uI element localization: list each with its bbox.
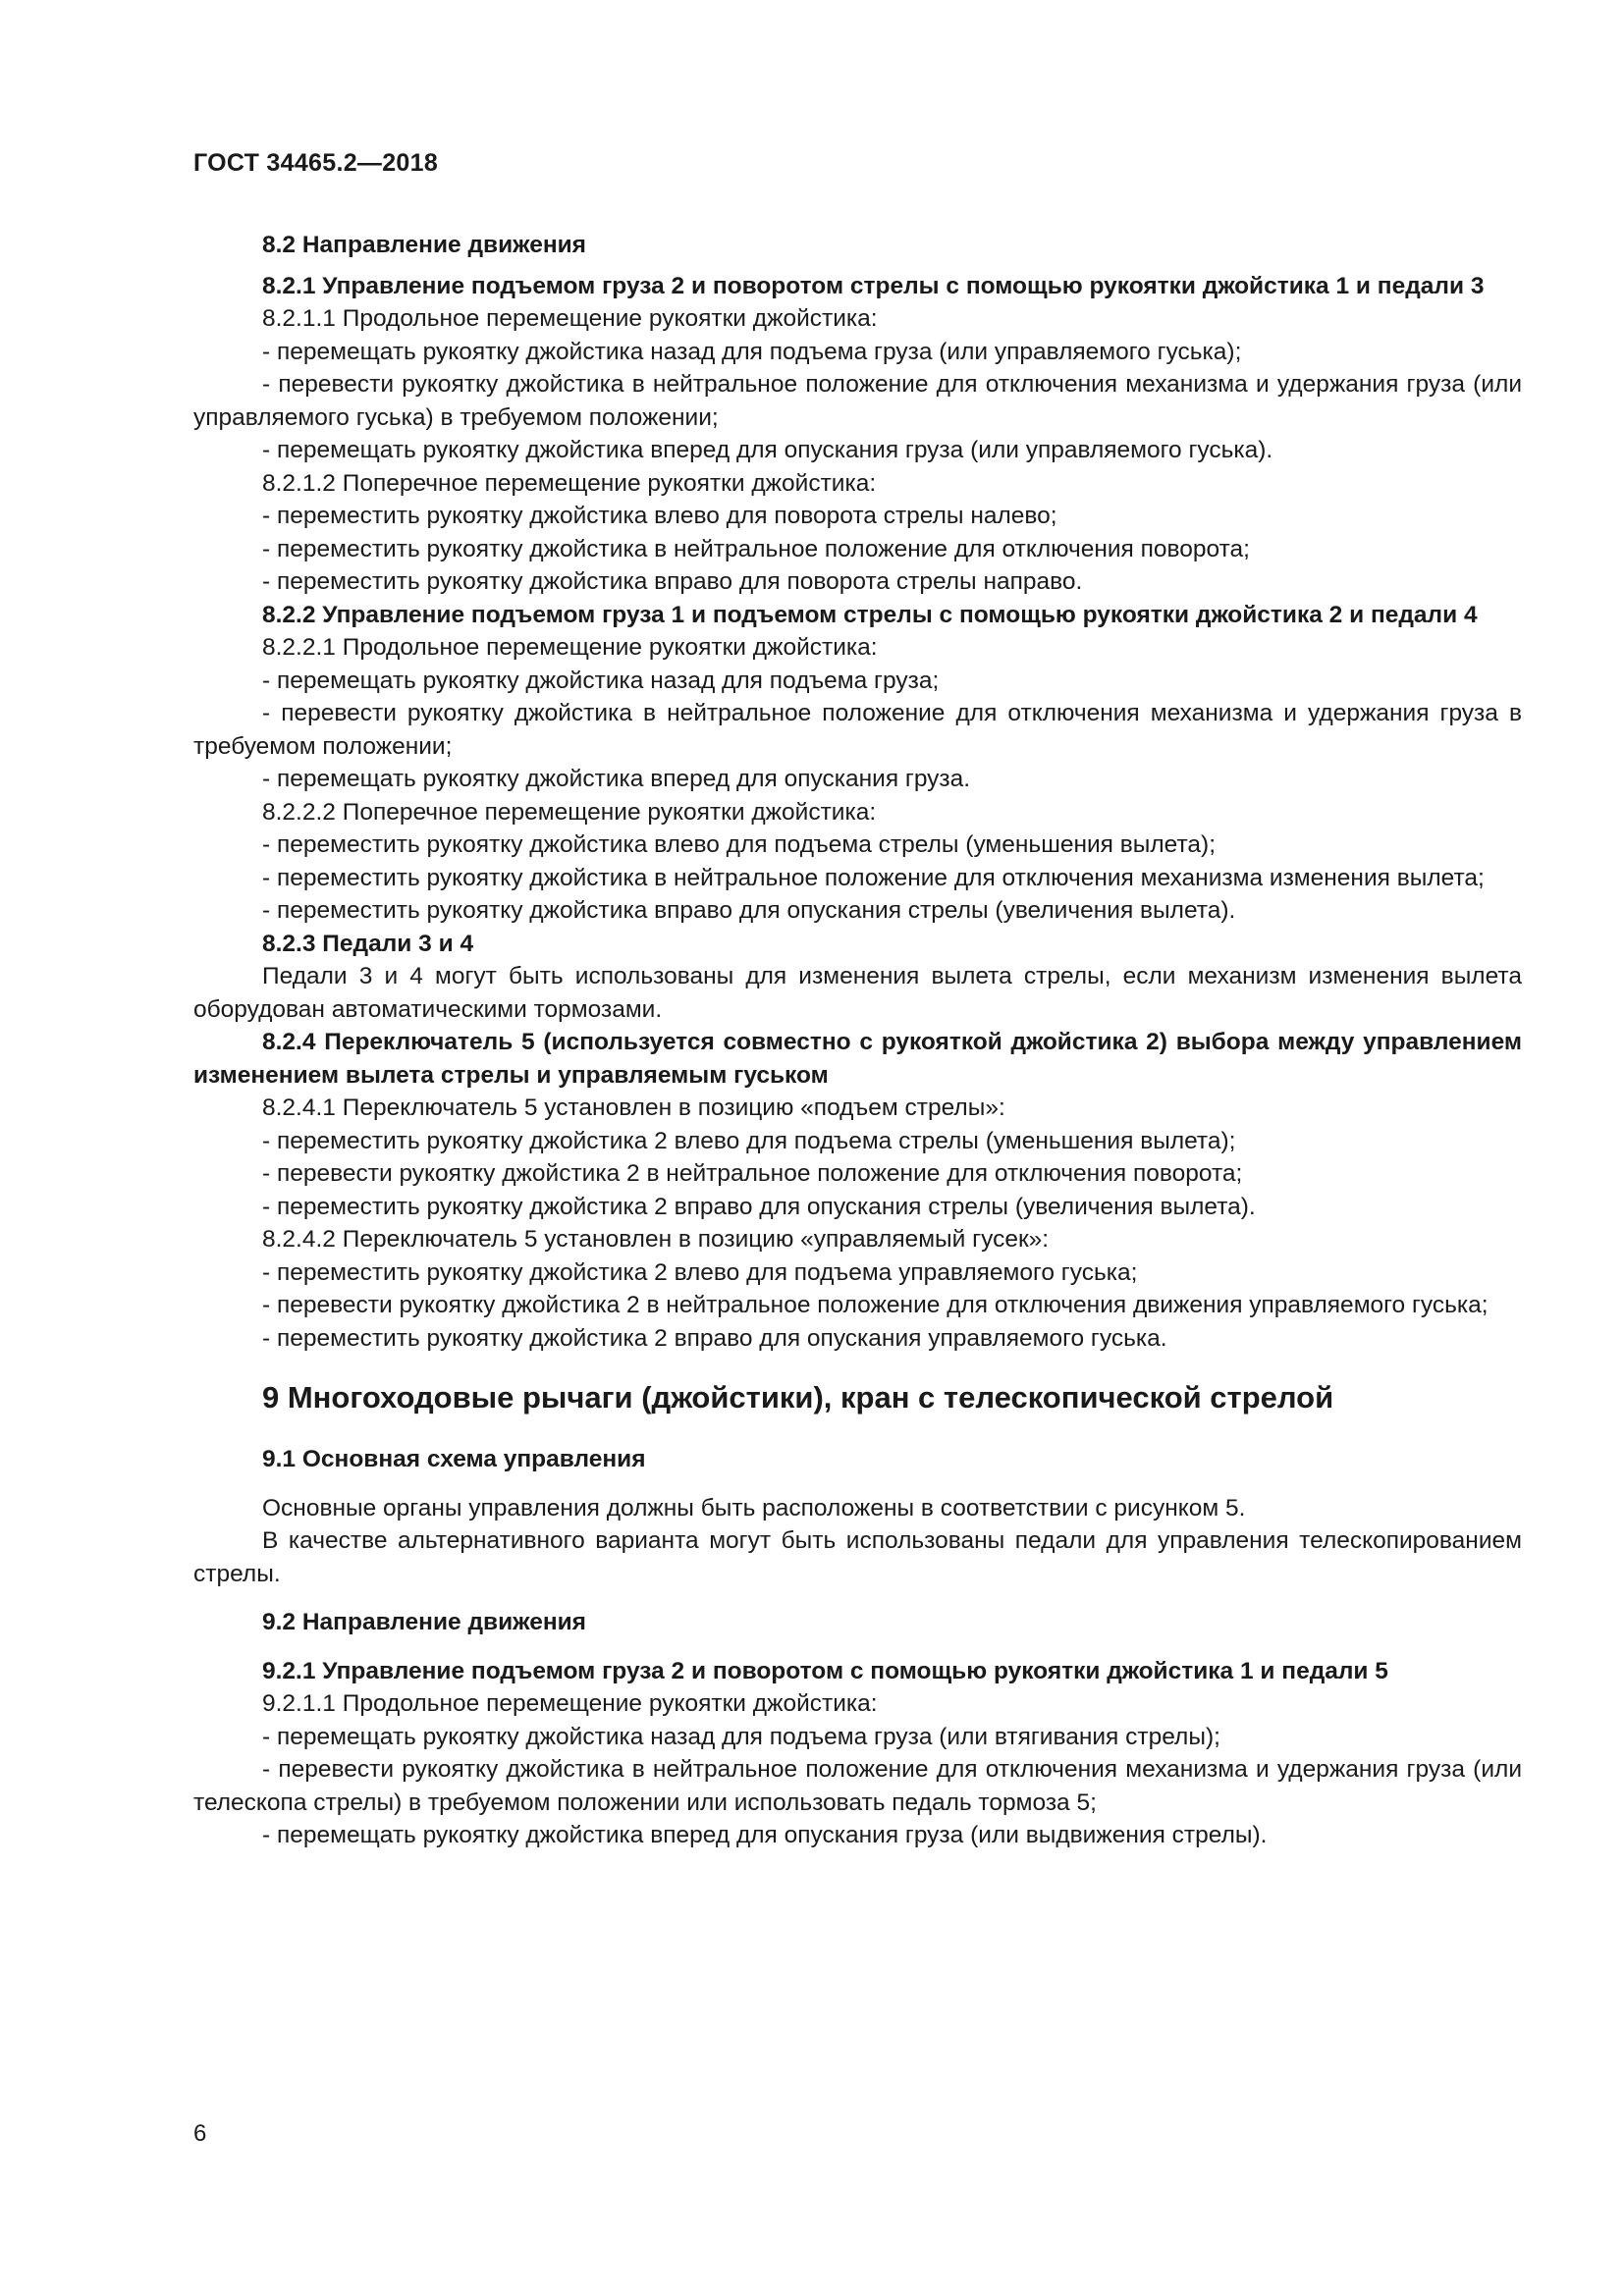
body-paragraph: - переместить рукоятку джойстика 2 влево для подъема управляемого гуська; [262, 1258, 1138, 1286]
document-body [193, 229, 1522, 1852]
body-paragraph: - перевести рукоятку джойстика в нейтральное положение для отключения механизма и удержания груза (или телескопа стрелы) в требуемом положении или использовать педаль тормоза 5; [193, 1756, 1522, 1816]
subsection-heading: 8.2.2 Управление подъемом груза 1 и подъемом стрелы с помощью рукоятки джойстика 2 и педали 4 [262, 601, 1478, 628]
body-paragraph: 8.2.1.1 Продольное перемещение рукоятки джойстика: [262, 305, 878, 332]
subsection-heading: 8.2.1 Управление подъемом груза 2 и поворотом стрелы с помощью рукоятки джойстика 1 и педали 3 [262, 272, 1485, 299]
subsection-heading: 8.2 Направление движения [262, 232, 586, 258]
body-paragraph: - перевести рукоятку джойстика 2 в нейтральное положение для отключения поворота; [262, 1160, 1243, 1187]
body-paragraph: - переместить рукоятку джойстика в нейтральное положение для отключения механизма изменения вылета; [262, 864, 1485, 891]
body-paragraph: - перемещать рукоятку джойстика вперед для опускания груза (или выдвижения стрелы). [262, 1822, 1268, 1848]
subsection-heading: 8.2.4 Переключатель 5 (используется совместно с рукояткой джойстика 2) выбора между управлением изменением вылета стрелы и управляемым гуськом [193, 1029, 1522, 1089]
body-paragraph: - перемещать рукоятку джойстика вперед для опускания груза. [262, 766, 971, 792]
body-paragraph: - переместить рукоятку джойстика вправо для поворота стрелы направо. [262, 568, 1083, 595]
body-paragraph: 8.2.2.2 Поперечное перемещение рукоятки джойстика: [262, 798, 877, 826]
body-paragraph: Основные органы управления должны быть расположены в соответствии с рисунком 5. [262, 1494, 1246, 1522]
body-paragraph: 8.2.2.1 Продольное перемещение рукоятки джойстика: [262, 634, 878, 661]
body-paragraph: - перевести рукоятку джойстика 2 в нейтральное положение для отключения движения управляемого гуська; [262, 1292, 1489, 1318]
body-paragraph: Педали 3 и 4 могут быть использованы для изменения вылета стрелы, если механизм изменения вылета оборудован автоматическими тормозами. [193, 963, 1522, 1023]
subsection-heading: 8.2.3 Педали 3 и 4 [262, 930, 474, 957]
body-paragraph: В качестве альтернативного варианта могут быть использованы педали для управления телескопированием стрелы. [193, 1527, 1522, 1587]
body-paragraph: - перемещать рукоятку джойстика назад для подъема груза; [262, 667, 940, 694]
body-paragraph: - переместить рукоятку джойстика 2 вправо для опускания управляемого гуська. [262, 1324, 1167, 1352]
body-paragraph: - перевести рукоятку джойстика в нейтральное положение для отключения механизма и удержания груза в требуемом положении; [193, 700, 1522, 760]
subsection-heading: 9.2 Направление движения [262, 1609, 586, 1635]
subsection-heading: 9.2.1 Управление подъемом груза 2 и поворотом с помощью рукоятки джойстика 1 и педали 5 [262, 1657, 1388, 1684]
document-code-header: ГОСТ 34465.2—2018 [193, 149, 439, 177]
page-number: 6 [193, 2120, 207, 2147]
body-paragraph: - перевести рукоятку джойстика в нейтральное положение для отключения механизма и удержания груза (или управляемого гуська) в требуемом положении; [193, 371, 1522, 431]
body-paragraph: 9.2.1.1 Продольное перемещение рукоятки джойстика: [262, 1690, 878, 1717]
body-paragraph: - перемещать рукоятку джойстика назад для подъема груза (или управляемого гуська); [262, 338, 1242, 365]
body-paragraph: - переместить рукоятку джойстика 2 влево для подъема стрелы (уменьшения вылета); [262, 1127, 1236, 1154]
body-paragraph: 8.2.4.2 Переключатель 5 установлен в позицию «управляемый гусек»: [262, 1226, 1050, 1253]
body-paragraph: - переместить рукоятку джойстика в нейтральное положение для отключения поворота; [262, 535, 1250, 562]
section-heading: 9 Многоходовые рычаги (джойстики), кран с телескопической стрелой [262, 1380, 1334, 1415]
body-paragraph: - переместить рукоятку джойстика влево для подъема стрелы (уменьшения вылета); [262, 831, 1217, 858]
body-paragraph: - перемещать рукоятку джойстика назад для подъема груза (или втягивания стрелы); [262, 1723, 1220, 1750]
body-paragraph: 8.2.4.1 Переключатель 5 установлен в позицию «подъем стрелы»: [262, 1095, 1005, 1121]
body-paragraph: - перемещать рукоятку джойстика вперед для опускания груза (или управляемого гуська). [262, 437, 1273, 463]
subsection-heading: 9.1 Основная схема управления [262, 1446, 646, 1472]
body-paragraph: - переместить рукоятку джойстика влево для поворота стрелы налево; [262, 503, 1057, 529]
body-paragraph: - переместить рукоятку джойстика вправо для опускания стрелы (увеличения вылета). [262, 897, 1236, 924]
body-paragraph: - переместить рукоятку джойстика 2 вправо для опускания стрелы (увеличения вылета). [262, 1193, 1256, 1220]
body-paragraph: 8.2.1.2 Поперечное перемещение рукоятки джойстика: [262, 469, 877, 497]
